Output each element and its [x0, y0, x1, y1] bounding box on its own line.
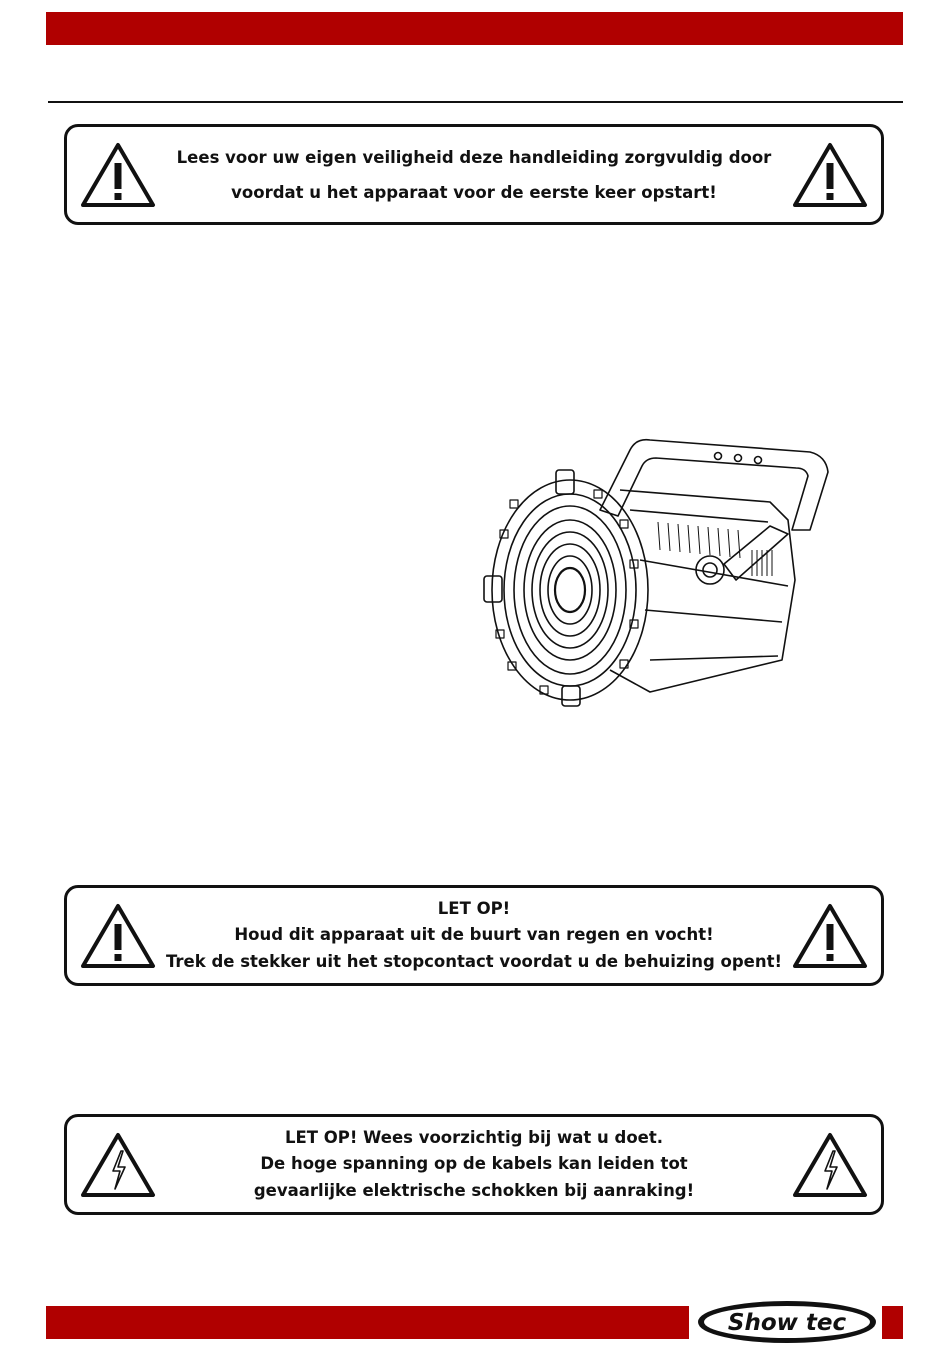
warning-line: Lees voor uw eigen veiligheid deze handleiding zorgvuldig door: [176, 147, 772, 167]
warning-line: voordat u het apparaat voor de eerste keer opstart!: [231, 182, 717, 202]
moisture-warning-text: [167, 888, 781, 983]
fresnel-spotlight-illustration: [470, 430, 860, 720]
footer-red-bar: [46, 1306, 689, 1339]
header-rule: [48, 101, 903, 103]
exclamation-triangle-icon: [79, 902, 157, 970]
exclamation-triangle-icon: [791, 141, 869, 209]
high-voltage-triangle-icon: [791, 1131, 869, 1199]
moisture-warning-box: [64, 885, 884, 986]
showtec-logo: [696, 1299, 878, 1345]
footer-red-bar-end: [882, 1306, 903, 1339]
high-voltage-warning-box: [64, 1114, 884, 1215]
logo-wordmark: Show tec: [727, 1310, 847, 1336]
safety-warning-box: [64, 124, 884, 225]
warning-line: LET OP!: [437, 898, 511, 918]
warning-line: gevaarlijke elektrische schokken bij aanraking!: [253, 1180, 695, 1200]
warning-line: Houd dit apparaat uit de buurt van regen en vocht!: [234, 925, 714, 945]
exclamation-triangle-icon: [791, 902, 869, 970]
warning-line: LET OP! Wees voorzichtig bij wat u doet.: [284, 1127, 664, 1147]
warning-line: Trek de stekker uit het stopcontact voordat u de behuizing opent!: [165, 951, 783, 971]
high-voltage-triangle-icon: [79, 1131, 157, 1199]
exclamation-triangle-icon: [79, 141, 157, 209]
high-voltage-warning-text: [167, 1117, 781, 1212]
warning-line: De hoge spanning op de kabels kan leiden tot: [260, 1154, 688, 1174]
header-red-bar: [46, 12, 903, 45]
safety-warning-text: [167, 127, 781, 222]
